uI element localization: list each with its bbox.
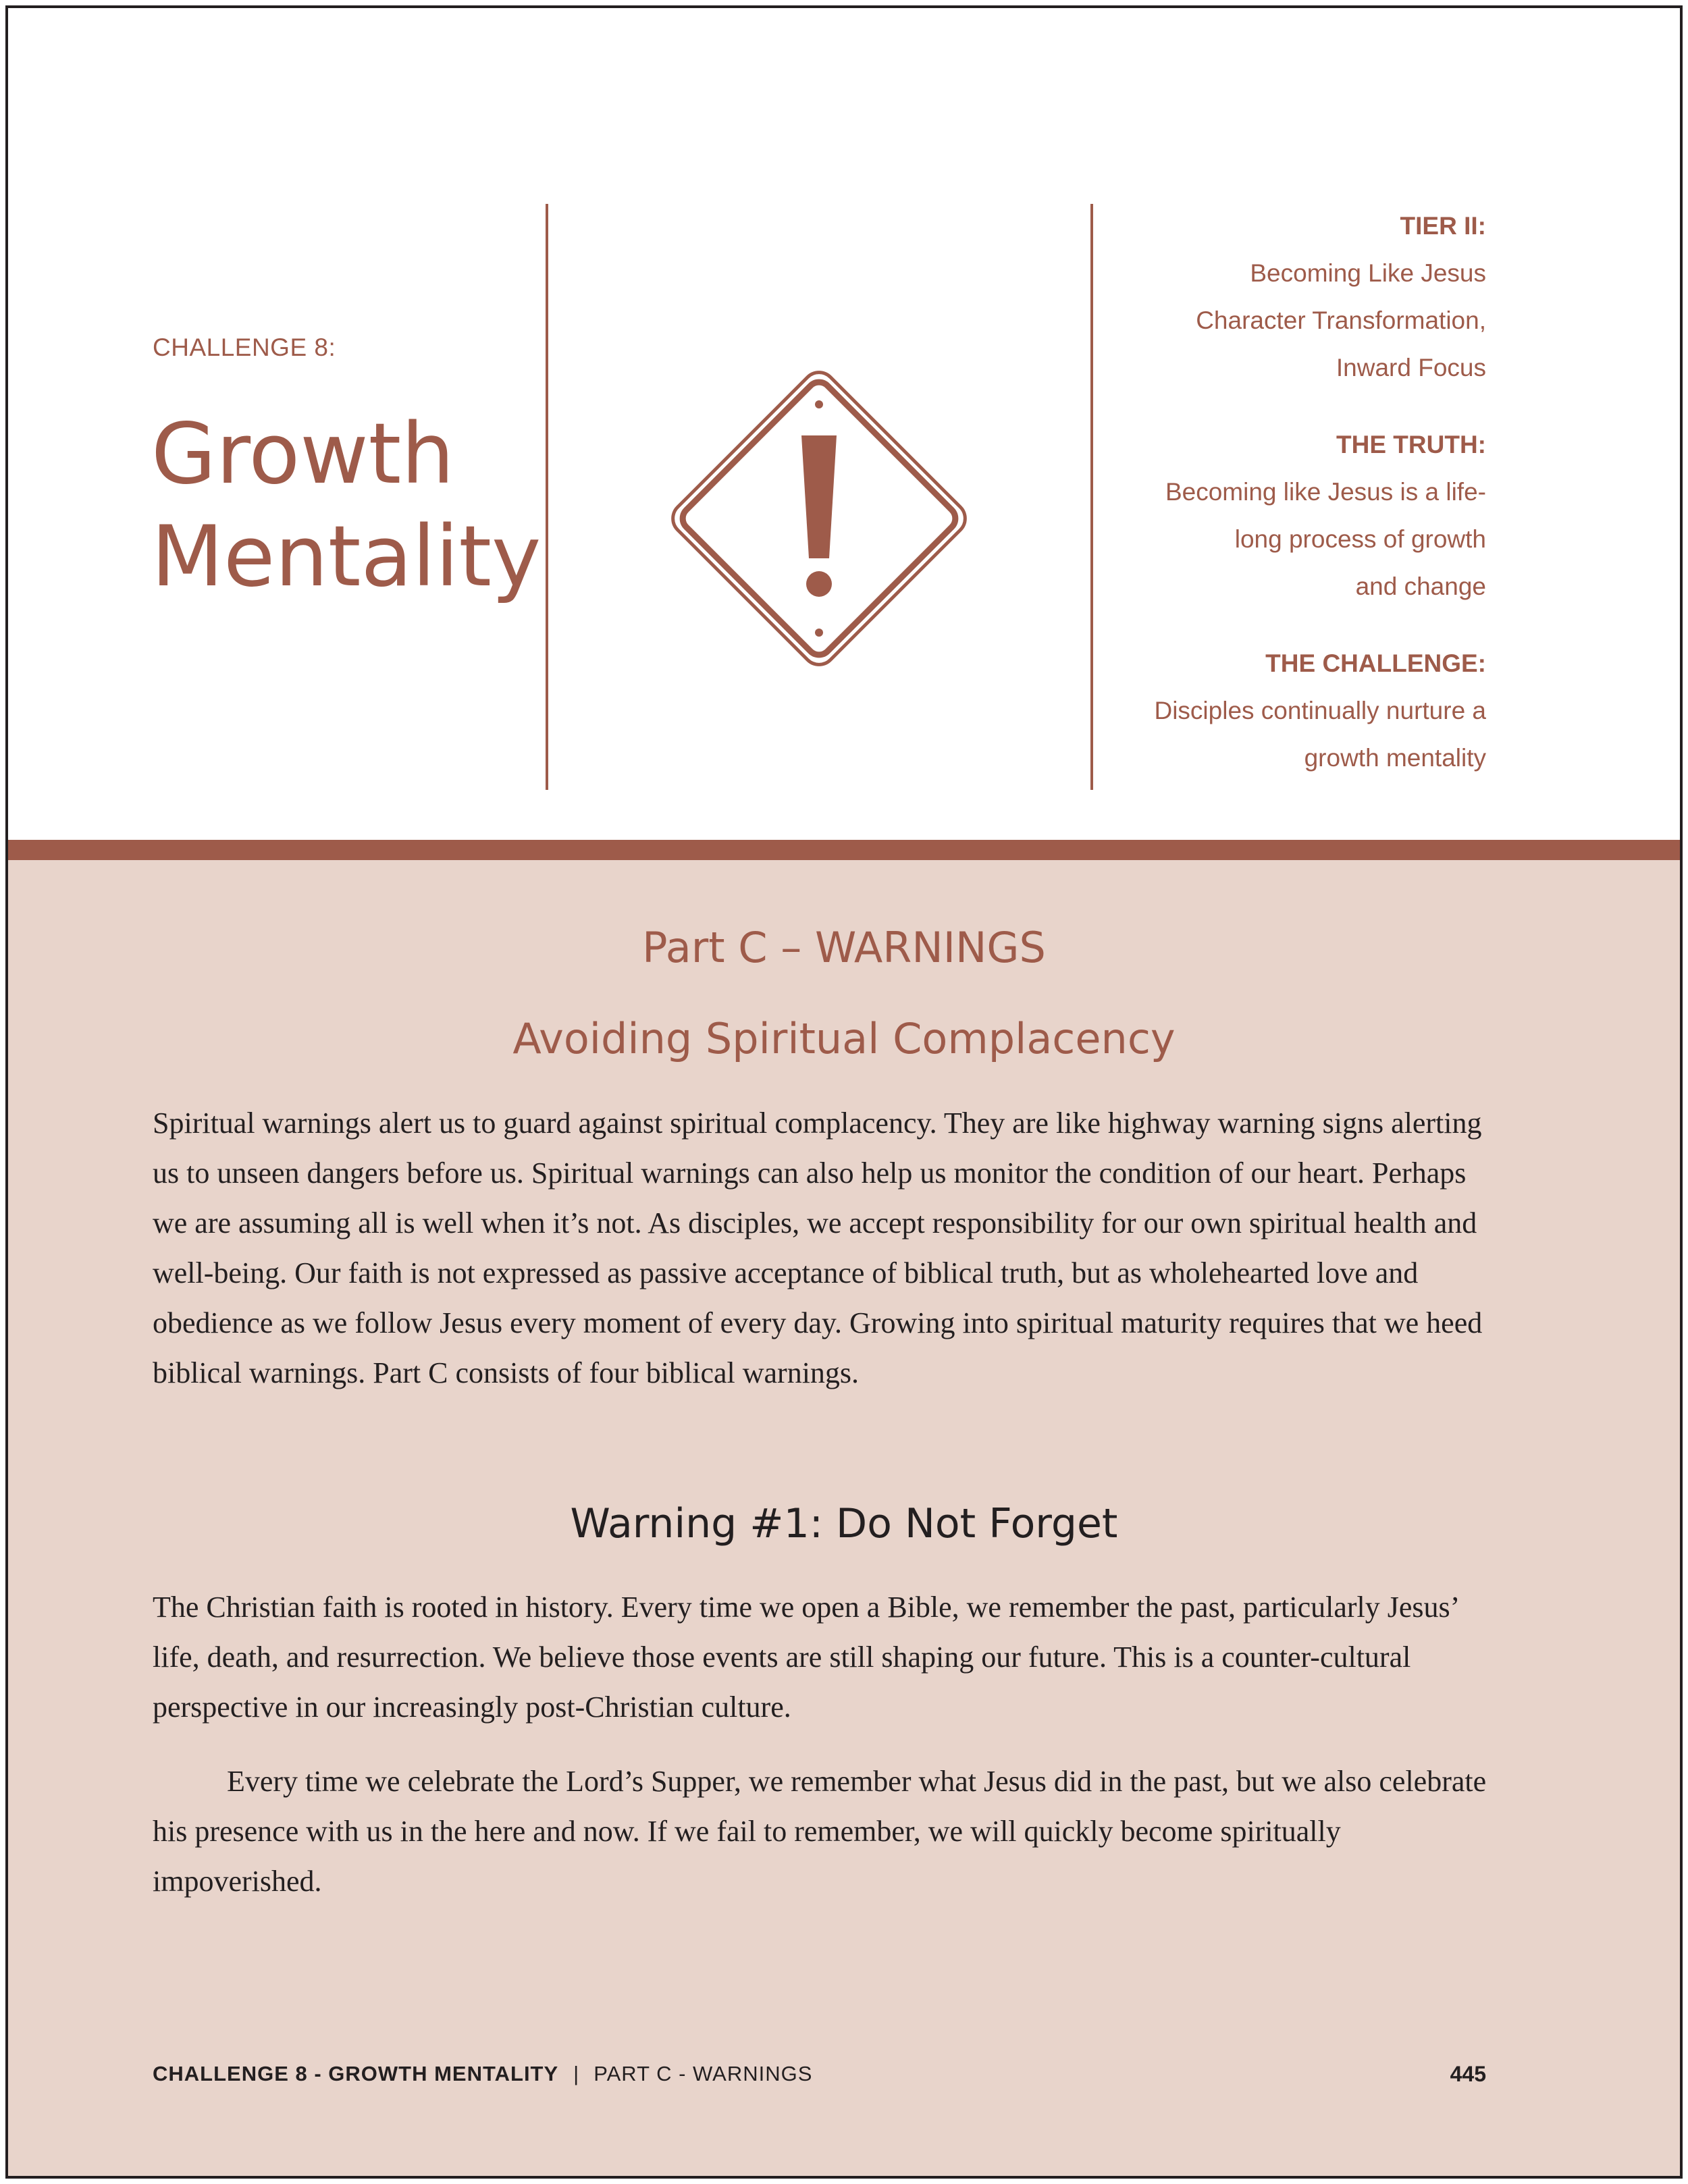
section-divider-band xyxy=(8,840,1680,860)
challenge-heading: THE CHALLENGE: xyxy=(1265,649,1486,677)
challenge-title: Growth Mentality xyxy=(151,406,542,606)
warning-paragraph: Every time we celebrate the Lord’s Supper, we remember what Jesus did in the past, but we also celebrate his presence with us in the here and now. If we fail to remember, we will quickly become spiritually impoverished. xyxy=(153,1765,1487,1898)
warning-sign-icon xyxy=(656,356,982,681)
footer-section: PART C - WARNINGS xyxy=(594,2062,813,2085)
warning-paragraph: The Christian faith is rooted in history. Every time we open a Bible, we remember the past, particularly Jesus’ life, death, and resurrection. We believe those events are still shaping our future. This is a counter-cultural perspective in our increasingly post-Christian culture. xyxy=(153,1591,1458,1724)
page xyxy=(5,5,1683,2179)
tier-line: Becoming Like Jesus xyxy=(1250,259,1486,287)
chapter-header xyxy=(8,8,1680,840)
tier-summary xyxy=(1013,203,1486,782)
warning-heading: Warning #1: Do Not Forget xyxy=(570,1500,1118,1547)
footer-separator: | xyxy=(573,2062,579,2085)
footer-chapter: CHALLENGE 8 - GROWTH MENTALITY xyxy=(153,2062,559,2085)
truth-line: Becoming like Jesus is a life- xyxy=(1165,478,1486,506)
tier-heading: TIER II: xyxy=(1400,212,1486,240)
tier-line: Character Transformation, xyxy=(1196,307,1486,334)
truth-line: and change xyxy=(1355,572,1486,600)
page-number: 445 xyxy=(1450,2062,1486,2086)
running-footer xyxy=(153,2062,812,2086)
tier-line: Inward Focus xyxy=(1336,354,1486,381)
truth-heading: THE TRUTH: xyxy=(1336,431,1486,458)
truth-line: long process of growth xyxy=(1234,525,1486,553)
intro-paragraph: Spiritual warnings alert us to guard against spiritual complacency. They are like highway warning signs alerting us to unseen dangers before us. Spiritual warnings can also help us monitor the condition of our heart. Perhaps we are assuming all is well when it’s not. As disciples, we accept responsibility for our own spiritual health and well-being. Our faith is not expressed as passive acceptance of biblical truth, but as wholehearted love and obedience as we follow Jesus every moment of every day. Growing into spiritual maturity requires that we heed biblical warnings. Part C consists of four biblical warnings. xyxy=(153,1107,1483,1389)
challenge-label: CHALLENGE 8: xyxy=(153,334,336,361)
challenge-line: Disciples continually nurture a xyxy=(1154,697,1486,724)
divider-left xyxy=(546,204,548,790)
part-title: Part C – WARNINGS xyxy=(642,923,1046,972)
part-subtitle: Avoiding Spiritual Complacency xyxy=(512,1014,1176,1063)
challenge-line: growth mentality xyxy=(1304,744,1486,772)
